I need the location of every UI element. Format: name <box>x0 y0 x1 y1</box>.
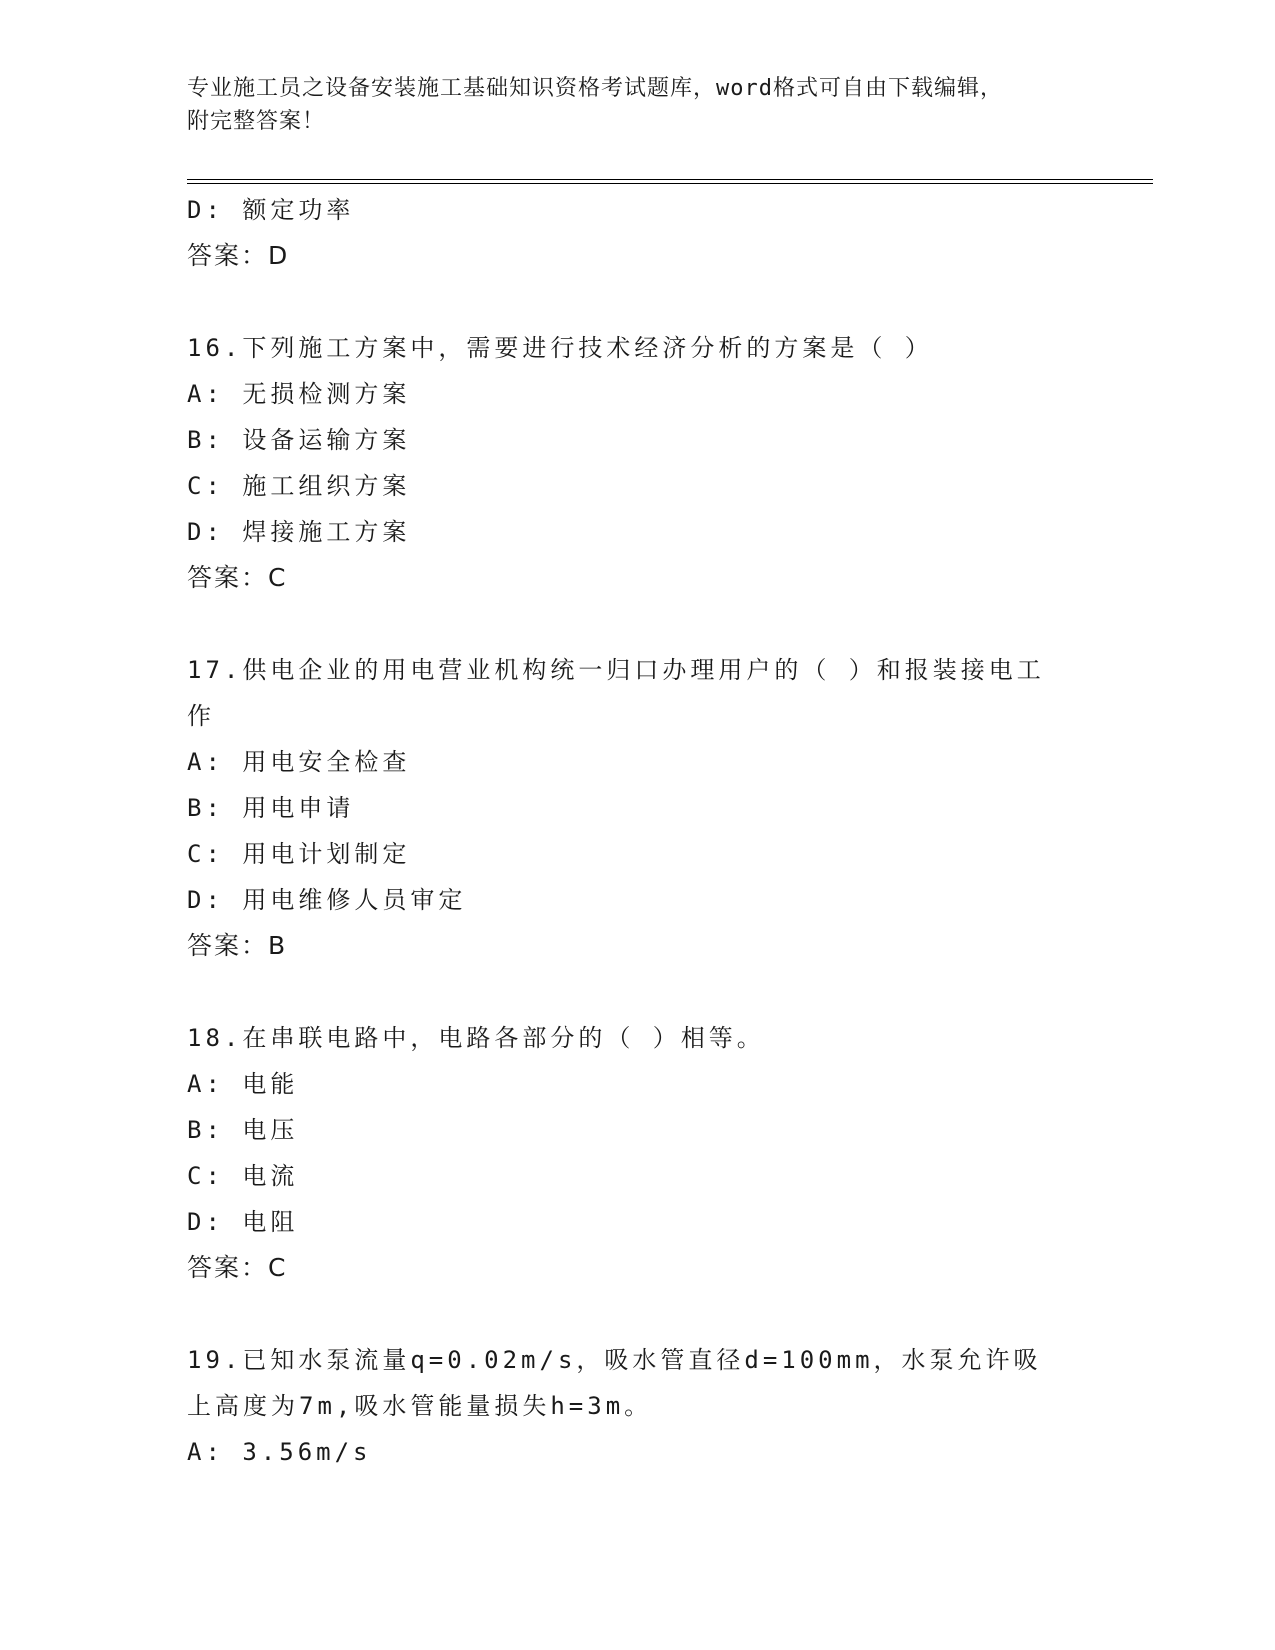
question-17 <box>187 647 1067 969</box>
option-a: A: 电能 <box>187 1070 299 1098</box>
option-d: D: 焊接施工方案 <box>187 518 411 546</box>
question-stem: 19.已知水泵流量q=0.02m/s，吸水管直径d=100mm，水泵允许吸上高度为7m,吸水管能量损失h=3m。 <box>187 1346 1042 1420</box>
question-18 <box>187 1015 1067 1291</box>
answer: 答案：C <box>187 563 288 592</box>
page-header <box>187 72 1087 138</box>
question-list <box>187 187 1067 1475</box>
answer: 答案：D <box>187 241 290 270</box>
option-b: B: 用电申请 <box>187 794 355 822</box>
question-stem: 16.下列施工方案中，需要进行技术经济分析的方案是（ ） <box>187 334 933 362</box>
option-a: A: 用电安全检查 <box>187 748 411 776</box>
option-d: D: 额定功率 <box>187 196 355 224</box>
header-divider-bottom <box>187 183 1153 184</box>
header-line-2: 附完整答案！ <box>187 109 326 134</box>
option-d: D: 用电维修人员审定 <box>187 886 467 914</box>
question-15-tail <box>187 187 1067 279</box>
option-d: D: 电阻 <box>187 1208 299 1236</box>
question-16 <box>187 325 1067 601</box>
answer: 答案：C <box>187 1253 288 1282</box>
option-a: A: 3.56m/s <box>187 1438 372 1466</box>
option-b: B: 电压 <box>187 1116 299 1144</box>
option-a: A: 无损检测方案 <box>187 380 411 408</box>
header-line-1: 专业施工员之设备安装施工基础知识资格考试题库，word格式可自由下载编辑， <box>187 76 1003 101</box>
header-divider-top <box>187 179 1153 180</box>
question-stem: 17.供电企业的用电营业机构统一归口办理用户的（ ）和报装接电工作 <box>187 656 1045 730</box>
option-c: C: 施工组织方案 <box>187 472 411 500</box>
answer: 答案：B <box>187 931 288 960</box>
option-b: B: 设备运输方案 <box>187 426 411 454</box>
question-stem: 18.在串联电路中，电路各部分的（ ）相等。 <box>187 1024 765 1052</box>
option-c: C: 电流 <box>187 1162 299 1190</box>
question-19 <box>187 1337 1067 1475</box>
option-c: C: 用电计划制定 <box>187 840 411 868</box>
